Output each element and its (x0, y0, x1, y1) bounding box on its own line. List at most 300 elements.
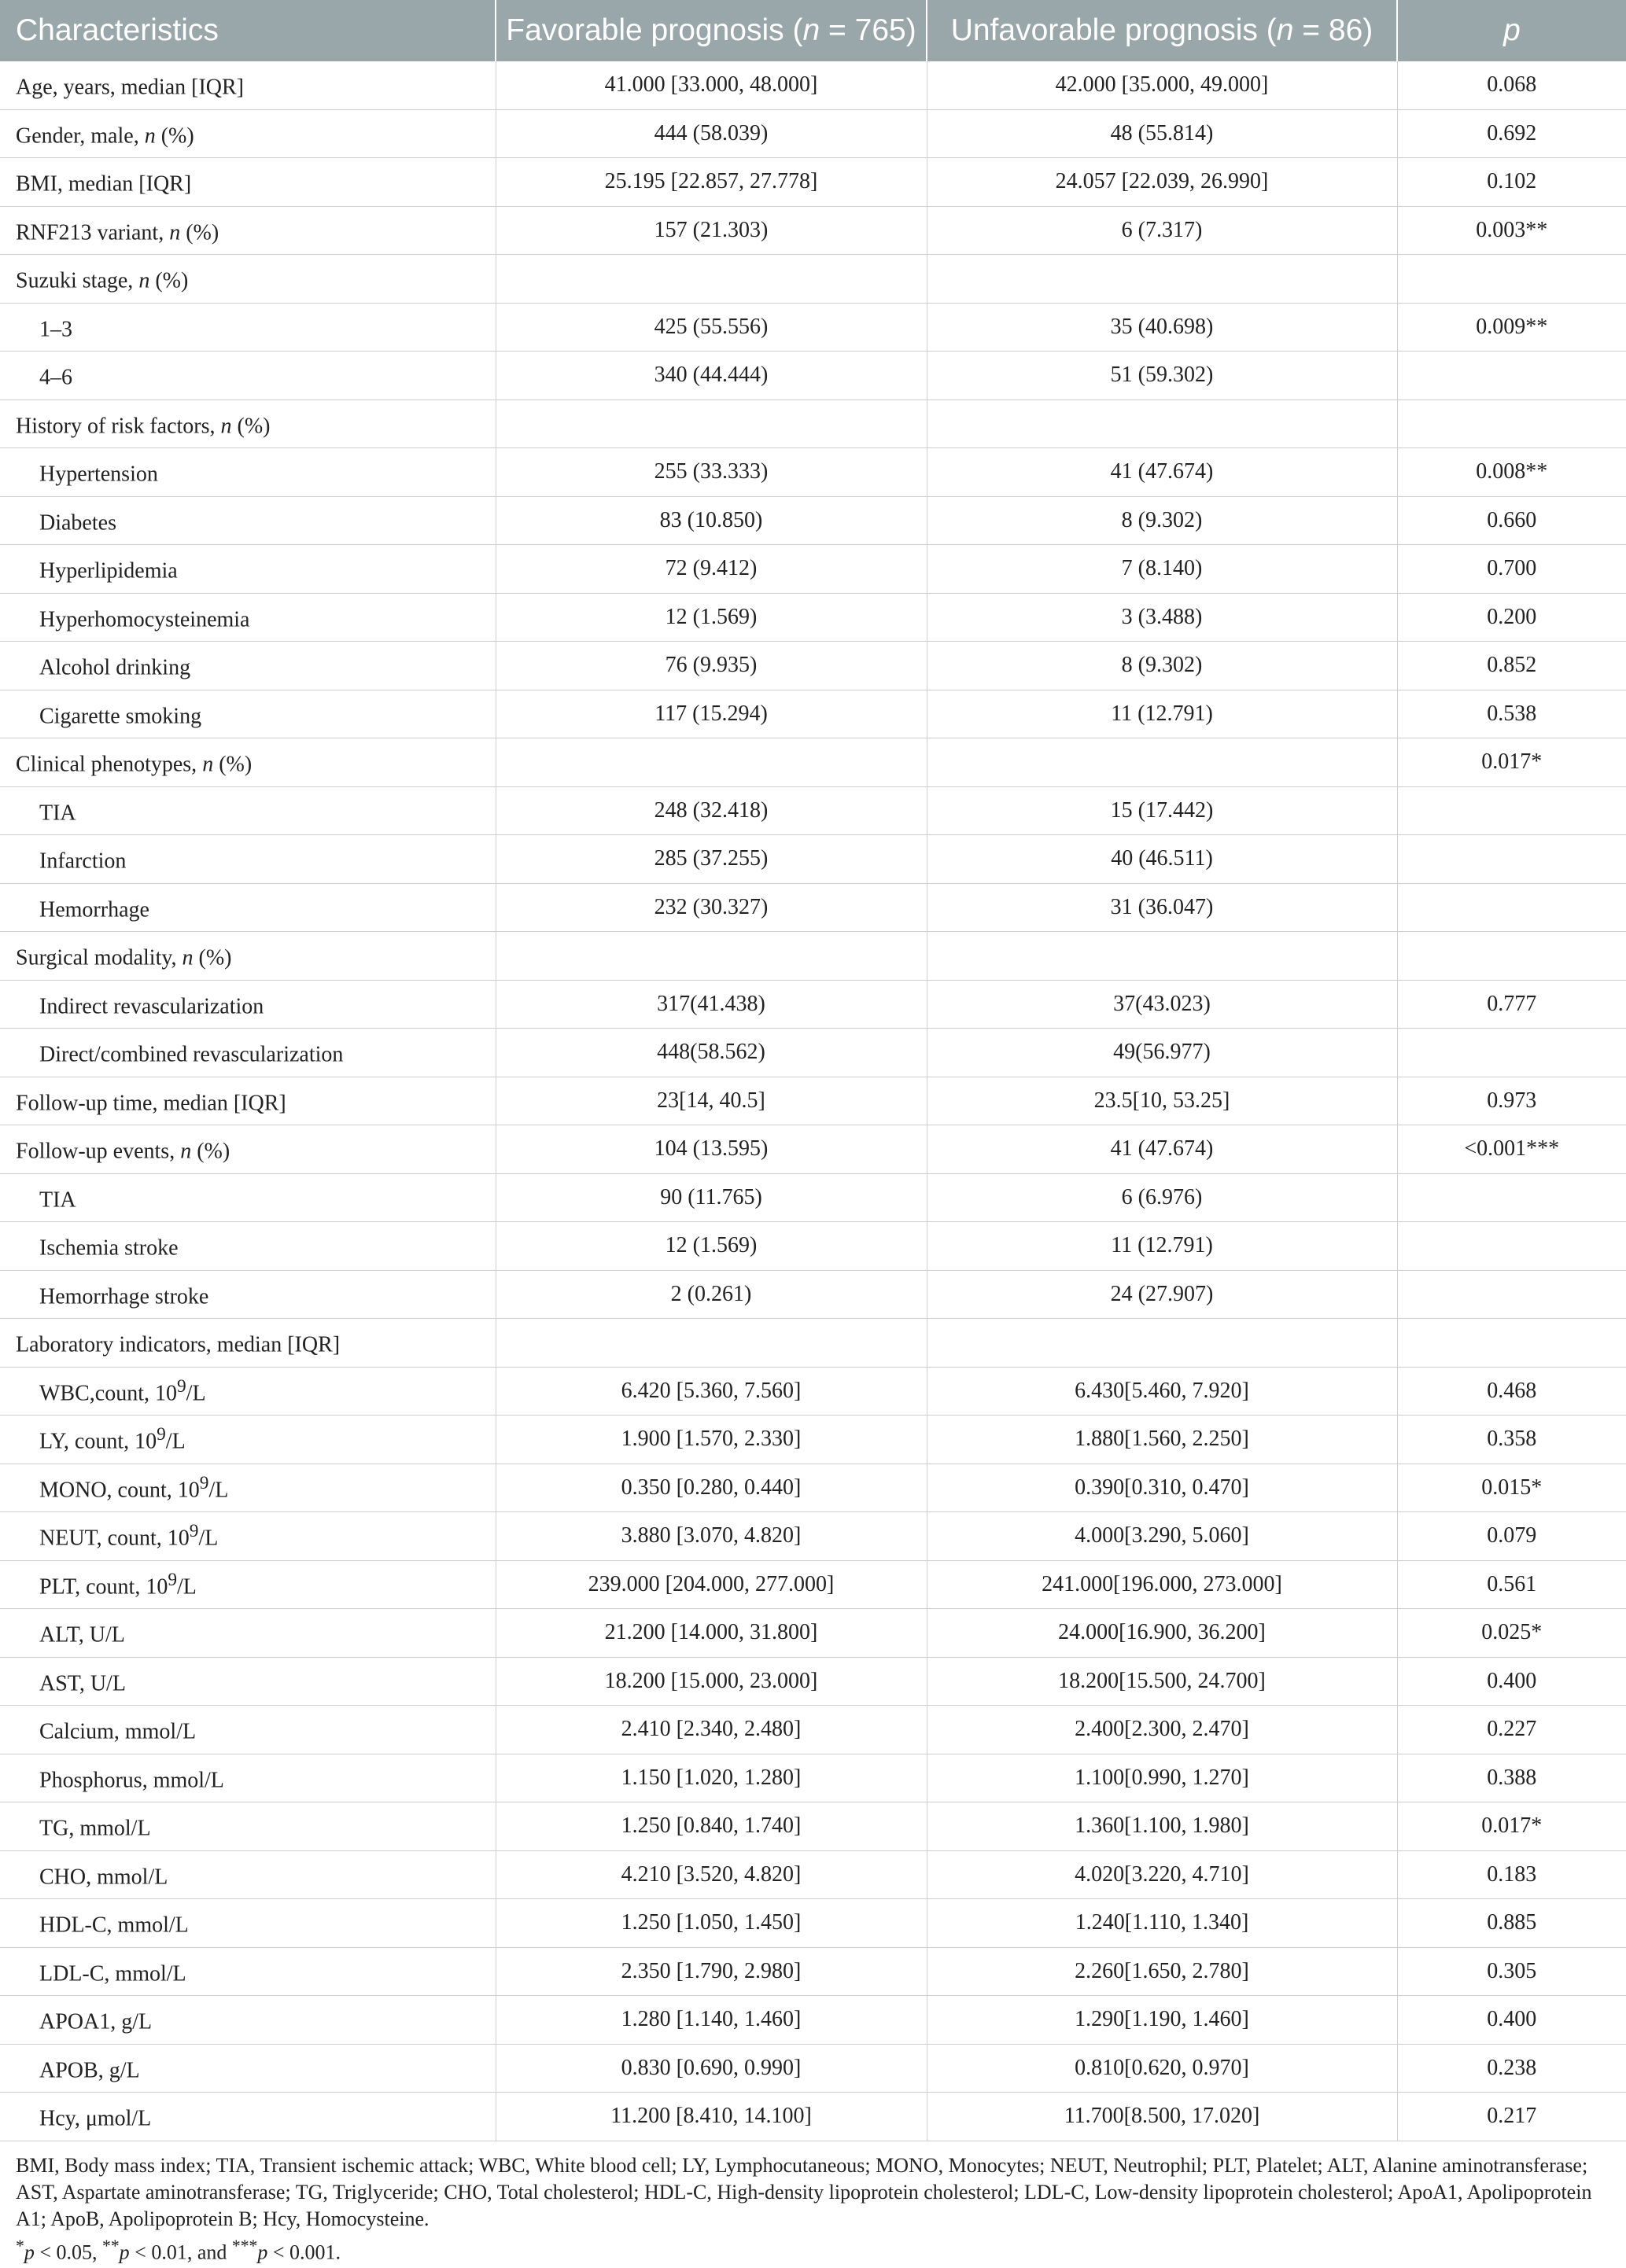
cell-favorable: 90 (11.765) (496, 1173, 927, 1222)
cell-unfavorable: 48 (55.814) (927, 109, 1397, 158)
cell-p-value: 0.852 (1397, 642, 1626, 690)
label-italic: n (182, 945, 194, 970)
cell-favorable: 448(58.562) (496, 1029, 927, 1077)
cell-favorable: 1.250 [1.050, 1.450] (496, 1899, 927, 1948)
label-text: Cigarette smoking (39, 703, 202, 728)
cell-unfavorable (927, 399, 1397, 448)
cell-characteristic (0, 738, 496, 787)
cell-favorable (496, 255, 927, 304)
table-row (0, 932, 1626, 981)
label-text-end: (%) (149, 268, 189, 293)
cell-p-value: 0.183 (1397, 1850, 1626, 1899)
table-row (0, 1754, 1626, 1802)
cell-favorable: 23[14, 40.5] (496, 1077, 927, 1125)
cell-characteristic (0, 642, 496, 690)
table-row (0, 1706, 1626, 1754)
cell-favorable: 255 (33.333) (496, 448, 927, 497)
cell-p-value: 0.660 (1397, 496, 1626, 545)
cell-characteristic (0, 1512, 496, 1561)
label-text: Hcy, μmol/L (39, 2106, 152, 2131)
cell-unfavorable: 4.020[3.220, 4.710] (927, 1850, 1397, 1899)
cell-unfavorable: 241.000[196.000, 273.000] (927, 1560, 1397, 1609)
cell-unfavorable: 31 (36.047) (927, 883, 1397, 932)
cell-favorable: 2.350 [1.790, 2.980] (496, 1947, 927, 1996)
cell-p-value (1397, 352, 1626, 400)
cell-favorable: 104 (13.595) (496, 1125, 927, 1174)
table-row (0, 255, 1626, 304)
table-row (0, 61, 1626, 109)
label-italic: n (138, 268, 150, 293)
label-text: Hemorrhage (39, 897, 149, 922)
label-superscript: 9 (177, 1375, 186, 1397)
cell-unfavorable: 8 (9.302) (927, 496, 1397, 545)
label-text: Follow-up time, median [IQR] (16, 1090, 286, 1115)
cell-p-value: 0.017* (1397, 1802, 1626, 1851)
label-text-end: (%) (180, 219, 219, 245)
label-text: Calcium, mmol/L (39, 1719, 197, 1744)
label-text: Hyperhomocysteinemia (39, 606, 250, 631)
label-text: APOB, g/L (39, 2057, 140, 2082)
cell-p-value: 0.015* (1397, 1464, 1626, 1512)
label-text: Indirect revascularization (39, 993, 264, 1018)
cell-favorable: 3.880 [3.070, 4.820] (496, 1512, 927, 1561)
abbreviations-note: BMI, Body mass index; TIA, Transient ischemic attack; WBC, White blood cell; LY, Lymphocutaneous; MONO, Monocytes; NEUT, Neutrophil; PLT, Platelet; ALT, Alanine aminotransferase; AST, Aspartate aminotransferase; TG, Triglyceride; CHO, Total cholesterol; HDL-C, High-density lipoprotein cholesterol; LDL-C, Low-density lipoprotein cholesterol; ApoA1, Apolipoprotein A1; ApoB, Apolipoprotein B; Hcy, Homocysteine. (16, 2153, 1592, 2230)
cell-unfavorable: 4.000[3.290, 5.060] (927, 1512, 1397, 1561)
label-text-end: (%) (231, 413, 271, 438)
cell-p-value: 0.358 (1397, 1416, 1626, 1464)
label-text: Direct/combined revascularization (39, 1042, 344, 1067)
header-text: Favorable prognosis ( (506, 13, 803, 47)
significance-stars: *** (231, 2236, 258, 2255)
cell-p-value: 0.008** (1397, 448, 1626, 497)
label-text: Ischemia stroke (39, 1235, 179, 1261)
label-italic: n (169, 219, 181, 245)
label-text: RNF213 variant, (16, 219, 170, 245)
cell-p-value: 0.017* (1397, 738, 1626, 787)
table-body (0, 61, 1626, 2141)
cell-favorable (496, 399, 927, 448)
label-text: Gender, male, (16, 123, 145, 148)
label-text: Alcohol drinking (39, 655, 191, 680)
cell-favorable (496, 738, 927, 787)
table-row (0, 1560, 1626, 1609)
cell-unfavorable: 1.290[1.190, 1.460] (927, 1996, 1397, 2045)
header-italic: p (1503, 13, 1521, 47)
cell-p-value: 0.227 (1397, 1706, 1626, 1754)
table-row (0, 1899, 1626, 1948)
table-row (0, 1947, 1626, 1996)
cell-unfavorable: 11 (12.791) (927, 1222, 1397, 1271)
table-row (0, 1029, 1626, 1077)
cell-favorable: 0.830 [0.690, 0.990] (496, 2044, 927, 2093)
cell-favorable: 239.000 [204.000, 277.000] (496, 1560, 927, 1609)
cell-characteristic (0, 1996, 496, 2045)
cell-unfavorable: 51 (59.302) (927, 352, 1397, 400)
significance-threshold: < 0.01, and (129, 2240, 232, 2264)
cell-unfavorable: 2.400[2.300, 2.470] (927, 1706, 1397, 1754)
cell-favorable: 18.200 [15.000, 23.000] (496, 1657, 927, 1706)
table-row (0, 1222, 1626, 1271)
label-text: APOA1, g/L (39, 2009, 153, 2034)
cell-favorable: 4.210 [3.520, 4.820] (496, 1850, 927, 1899)
cell-unfavorable: 42.000 [35.000, 49.000] (927, 61, 1397, 109)
significance-p: p (257, 2240, 268, 2264)
cell-p-value: 0.538 (1397, 690, 1626, 738)
cell-characteristic (0, 399, 496, 448)
cell-characteristic (0, 1173, 496, 1222)
cell-unfavorable: 6.430[5.460, 7.920] (927, 1367, 1397, 1416)
cell-unfavorable: 35 (40.698) (927, 303, 1397, 352)
cell-p-value (1397, 1173, 1626, 1222)
cell-characteristic (0, 545, 496, 594)
cell-characteristic (0, 109, 496, 158)
label-text: Age, years, median [IQR] (16, 75, 245, 100)
table-row (0, 2093, 1626, 2141)
cell-p-value: 0.217 (1397, 2093, 1626, 2141)
table-row (0, 545, 1626, 594)
header-p-value (1397, 0, 1626, 61)
label-text: History of risk factors, (16, 413, 221, 438)
cell-p-value: 0.068 (1397, 61, 1626, 109)
table-row (0, 206, 1626, 255)
label-text: Hemorrhage stroke (39, 1283, 209, 1309)
table-row (0, 883, 1626, 932)
label-text: Hypertension (39, 462, 158, 487)
cell-p-value: 0.777 (1397, 980, 1626, 1029)
header-row (0, 0, 1626, 61)
cell-favorable: 76 (9.935) (496, 642, 927, 690)
header-text: Characteristics (16, 13, 219, 47)
cell-p-value: 0.400 (1397, 1657, 1626, 1706)
label-superscript: 9 (199, 1472, 209, 1493)
table-row (0, 1657, 1626, 1706)
cell-unfavorable: 18.200[15.500, 24.700] (927, 1657, 1397, 1706)
cell-unfavorable (927, 738, 1397, 787)
cell-characteristic (0, 255, 496, 304)
header-text-end: = 765) (820, 13, 916, 47)
cell-p-value: 0.025* (1397, 1609, 1626, 1658)
cell-p-value (1397, 399, 1626, 448)
label-text: TG, mmol/L (39, 1816, 151, 1841)
cell-unfavorable: 41 (47.674) (927, 1125, 1397, 1174)
cell-characteristic (0, 1367, 496, 1416)
cell-p-value (1397, 932, 1626, 981)
label-text: WBC,count, 10 (39, 1380, 177, 1405)
cell-unfavorable: 24.000[16.900, 36.200] (927, 1609, 1397, 1658)
header-favorable (496, 0, 927, 61)
cell-unfavorable (927, 1319, 1397, 1368)
cell-characteristic (0, 1802, 496, 1851)
label-text: BMI, median [IQR] (16, 171, 192, 197)
cell-unfavorable: 2.260[1.650, 2.780] (927, 1947, 1397, 1996)
significance-stars: * (16, 2236, 24, 2255)
label-superscript: 9 (168, 1569, 178, 1590)
cell-unfavorable: 1.360[1.100, 1.980] (927, 1802, 1397, 1851)
cell-unfavorable: 1.240[1.110, 1.340] (927, 1899, 1397, 1948)
cell-p-value: 0.468 (1397, 1367, 1626, 1416)
table-row (0, 158, 1626, 207)
cell-p-value: 0.238 (1397, 2044, 1626, 2093)
label-text-end: (%) (191, 1139, 230, 1164)
cell-characteristic (0, 1899, 496, 1948)
cell-unfavorable: 23.5[10, 53.25] (927, 1077, 1397, 1125)
label-italic: n (220, 413, 232, 438)
label-text: Diabetes (39, 510, 116, 535)
significance-p: p (24, 2240, 35, 2264)
cell-characteristic (0, 1222, 496, 1271)
table-footnotes (0, 2141, 1626, 2266)
cell-favorable: 1.280 [1.140, 1.460] (496, 1996, 927, 2045)
label-text: Surgical modality, (16, 945, 183, 970)
cell-unfavorable: 15 (17.442) (927, 786, 1397, 835)
cell-p-value: 0.079 (1397, 1512, 1626, 1561)
cell-unfavorable: 8 (9.302) (927, 642, 1397, 690)
cell-p-value: 0.700 (1397, 545, 1626, 594)
cell-characteristic (0, 1850, 496, 1899)
cell-characteristic (0, 206, 496, 255)
cell-favorable: 41.000 [33.000, 48.000] (496, 61, 927, 109)
cell-characteristic (0, 980, 496, 1029)
cell-unfavorable: 1.100[0.990, 1.270] (927, 1754, 1397, 1802)
label-text: NEUT, count, 10 (39, 1526, 190, 1551)
cell-p-value: <0.001*** (1397, 1125, 1626, 1174)
cell-unfavorable: 6 (7.317) (927, 206, 1397, 255)
label-text: Infarction (39, 849, 127, 874)
table-row (0, 448, 1626, 497)
cell-unfavorable: 0.810[0.620, 0.970] (927, 2044, 1397, 2093)
cell-characteristic (0, 1029, 496, 1077)
significance-threshold: < 0.001. (267, 2240, 341, 2264)
cell-unfavorable (927, 932, 1397, 981)
label-text: PLT, count, 10 (39, 1574, 168, 1599)
cell-unfavorable: 40 (46.511) (927, 835, 1397, 884)
label-text: Phosphorus, mmol/L (39, 1767, 224, 1792)
cell-unfavorable: 7 (8.140) (927, 545, 1397, 594)
header-unfavorable (927, 0, 1397, 61)
cell-favorable: 2 (0.261) (496, 1270, 927, 1319)
cell-characteristic (0, 1706, 496, 1754)
label-text-end: /L (177, 1574, 197, 1599)
cell-p-value (1397, 786, 1626, 835)
label-text: 1–3 (39, 316, 72, 341)
header-italic: n (1276, 13, 1294, 47)
cell-favorable: 6.420 [5.360, 7.560] (496, 1367, 927, 1416)
cell-favorable: 425 (55.556) (496, 303, 927, 352)
label-text-end: (%) (213, 752, 253, 777)
label-text: Clinical phenotypes, (16, 752, 203, 777)
table-row (0, 1270, 1626, 1319)
cell-characteristic (0, 352, 496, 400)
cell-unfavorable: 0.390[0.310, 0.470] (927, 1464, 1397, 1512)
table-row (0, 1416, 1626, 1464)
cell-favorable: 1.150 [1.020, 1.280] (496, 1754, 927, 1802)
cell-p-value: 0.885 (1397, 1899, 1626, 1948)
label-italic: n (180, 1139, 192, 1164)
header-italic: n (802, 13, 820, 47)
cell-p-value (1397, 883, 1626, 932)
label-text-end: /L (198, 1526, 219, 1551)
cell-unfavorable: 6 (6.976) (927, 1173, 1397, 1222)
cell-characteristic (0, 883, 496, 932)
label-text-end: /L (208, 1477, 229, 1502)
table-row (0, 690, 1626, 738)
cell-characteristic (0, 1416, 496, 1464)
cell-characteristic (0, 1560, 496, 1609)
label-text: LY, count, 10 (39, 1429, 157, 1454)
cell-characteristic (0, 448, 496, 497)
table-row (0, 1367, 1626, 1416)
cell-p-value: 0.692 (1397, 109, 1626, 158)
table-row (0, 738, 1626, 787)
cell-favorable (496, 1319, 927, 1368)
cell-characteristic (0, 158, 496, 207)
cell-characteristic (0, 1754, 496, 1802)
cell-favorable: 0.350 [0.280, 0.440] (496, 1464, 927, 1512)
label-superscript: 9 (157, 1424, 166, 1445)
cell-p-value (1397, 1319, 1626, 1368)
cell-characteristic (0, 61, 496, 109)
table-row (0, 1077, 1626, 1125)
label-text: MONO, count, 10 (39, 1477, 200, 1502)
label-text-end: (%) (155, 123, 194, 148)
label-text: Follow-up events, (16, 1139, 181, 1164)
table-row (0, 1173, 1626, 1222)
cell-p-value: 0.400 (1397, 1996, 1626, 2045)
cell-unfavorable: 41 (47.674) (927, 448, 1397, 497)
cell-unfavorable: 24.057 [22.039, 26.990] (927, 158, 1397, 207)
label-text: Suzuki stage, (16, 268, 139, 293)
cell-characteristic (0, 1125, 496, 1174)
table-row (0, 786, 1626, 835)
cell-favorable: 248 (32.418) (496, 786, 927, 835)
cell-characteristic (0, 1270, 496, 1319)
table-row (0, 496, 1626, 545)
cell-characteristic (0, 835, 496, 884)
cell-unfavorable: 37(43.023) (927, 980, 1397, 1029)
cell-characteristic (0, 593, 496, 642)
cell-p-value: 0.388 (1397, 1754, 1626, 1802)
significance-p: p (119, 2240, 130, 2264)
cell-favorable: 25.195 [22.857, 27.778] (496, 158, 927, 207)
table-row (0, 109, 1626, 158)
cell-favorable: 340 (44.444) (496, 352, 927, 400)
label-text: HDL-C, mmol/L (39, 1913, 189, 1938)
cell-favorable: 157 (21.303) (496, 206, 927, 255)
cell-p-value (1397, 1029, 1626, 1077)
table-row (0, 303, 1626, 352)
label-text: ALT, U/L (39, 1622, 125, 1648)
cell-characteristic (0, 1464, 496, 1512)
cell-p-value: 0.305 (1397, 1947, 1626, 1996)
label-text-end: /L (186, 1380, 206, 1405)
cell-unfavorable: 24 (27.907) (927, 1270, 1397, 1319)
label-text-end: /L (165, 1429, 186, 1454)
cell-unfavorable: 3 (3.488) (927, 593, 1397, 642)
cell-unfavorable: 1.880[1.560, 2.250] (927, 1416, 1397, 1464)
cell-characteristic (0, 932, 496, 981)
cell-characteristic (0, 1077, 496, 1125)
cell-characteristic (0, 1947, 496, 1996)
cell-p-value: 0.009** (1397, 303, 1626, 352)
label-text-end: (%) (193, 945, 232, 970)
cell-p-value: 0.200 (1397, 593, 1626, 642)
cell-p-value: 0.561 (1397, 1560, 1626, 1609)
cell-characteristic (0, 303, 496, 352)
cell-unfavorable: 49(56.977) (927, 1029, 1397, 1077)
label-text: CHO, mmol/L (39, 1864, 168, 1889)
cell-favorable: 317(41.438) (496, 980, 927, 1029)
table-row (0, 1125, 1626, 1174)
cell-favorable (496, 932, 927, 981)
table-row (0, 593, 1626, 642)
cell-favorable: 83 (10.850) (496, 496, 927, 545)
cell-p-value: 0.973 (1397, 1077, 1626, 1125)
table-row (0, 2044, 1626, 2093)
cell-characteristic (0, 496, 496, 545)
table-row (0, 642, 1626, 690)
cell-favorable: 21.200 [14.000, 31.800] (496, 1609, 927, 1658)
table-row (0, 1464, 1626, 1512)
label-text: TIA (39, 800, 76, 825)
cell-characteristic (0, 690, 496, 738)
label-text: Laboratory indicators, median [IQR] (16, 1332, 341, 1357)
cell-p-value (1397, 835, 1626, 884)
cell-characteristic (0, 786, 496, 835)
significance-threshold: < 0.05, (34, 2240, 102, 2264)
header-text: Unfavorable prognosis ( (950, 13, 1277, 47)
cell-unfavorable (927, 255, 1397, 304)
cell-p-value: 0.003** (1397, 206, 1626, 255)
cell-favorable: 11.200 [8.410, 14.100] (496, 2093, 927, 2141)
cell-unfavorable: 11 (12.791) (927, 690, 1397, 738)
label-text: Hyperlipidemia (39, 558, 178, 584)
cell-favorable: 117 (15.294) (496, 690, 927, 738)
cell-characteristic (0, 1609, 496, 1658)
table-row (0, 1802, 1626, 1851)
table-row (0, 1996, 1626, 2045)
table-row (0, 399, 1626, 448)
cell-favorable: 285 (37.255) (496, 835, 927, 884)
table-row (0, 980, 1626, 1029)
label-text: LDL-C, mmol/L (39, 1961, 186, 1986)
header-text-end: = 86) (1293, 13, 1373, 47)
cell-characteristic (0, 1319, 496, 1368)
table-row (0, 1512, 1626, 1561)
cell-characteristic (0, 2093, 496, 2141)
cell-favorable: 12 (1.569) (496, 593, 927, 642)
label-italic: n (202, 752, 214, 777)
cell-favorable: 444 (58.039) (496, 109, 927, 158)
label-text: 4–6 (39, 365, 72, 390)
cell-favorable: 1.900 [1.570, 2.330] (496, 1416, 927, 1464)
label-superscript: 9 (189, 1521, 199, 1542)
table-header (0, 0, 1626, 61)
label-text: TIA (39, 1187, 76, 1212)
cell-favorable: 72 (9.412) (496, 545, 927, 594)
cell-favorable: 232 (30.327) (496, 883, 927, 932)
cell-characteristic (0, 1657, 496, 1706)
header-characteristics (0, 0, 496, 61)
label-italic: n (144, 123, 156, 148)
cell-p-value (1397, 1270, 1626, 1319)
significance-stars: ** (102, 2236, 120, 2255)
label-text: AST, U/L (39, 1670, 126, 1695)
cell-favorable: 2.410 [2.340, 2.480] (496, 1706, 927, 1754)
table-row (0, 835, 1626, 884)
cell-characteristic (0, 2044, 496, 2093)
table-row (0, 1319, 1626, 1368)
cell-unfavorable: 11.700[8.500, 17.020] (927, 2093, 1397, 2141)
